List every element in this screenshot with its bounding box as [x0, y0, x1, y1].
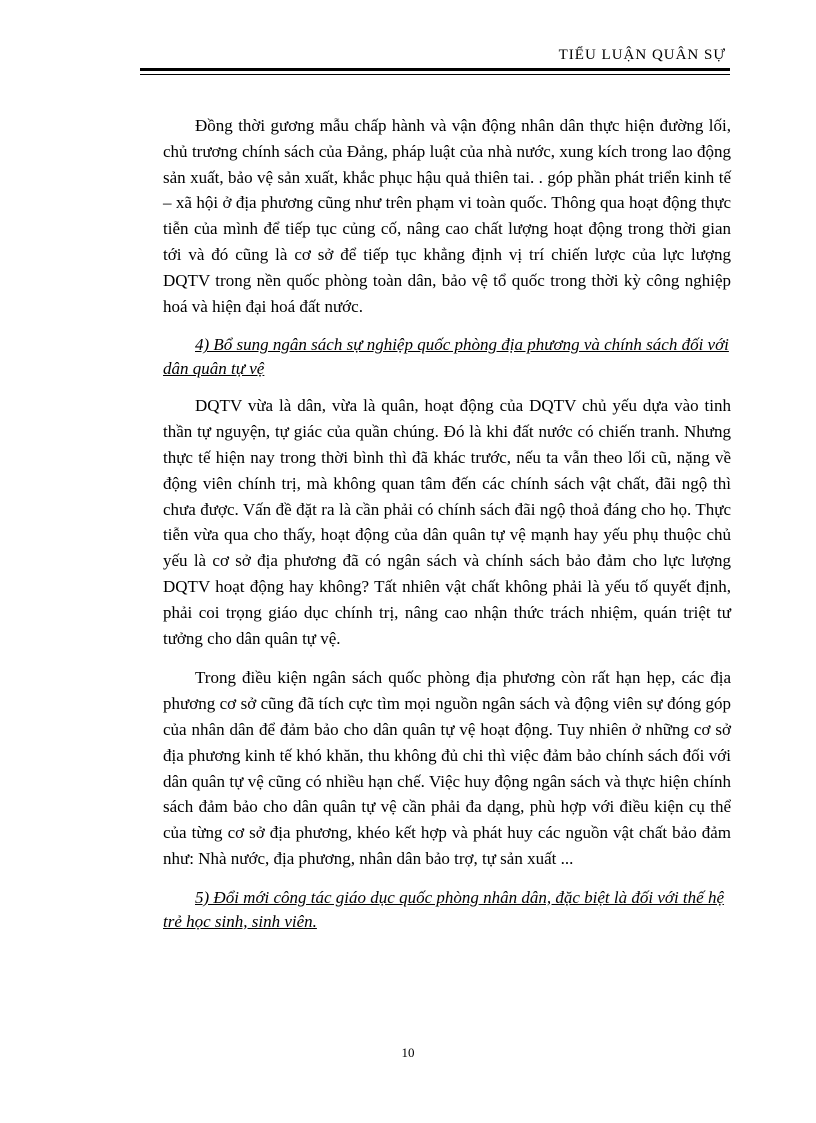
page-number: 10 [401, 1045, 415, 1060]
paragraph-3: Trong điều kiện ngân sách quốc phòng địa phương còn rất hạn hẹp, các địa phương cơ sở cũng đã tích cực tìm mọi nguồn ngân sách và động viên sự đóng góp của nhân dân để đảm bảo cho dân quân tự vệ hoạt động. Tuy nhiên ở những cơ sở địa phương kinh tế khó khăn, thu không đủ chi thì việc đảm bảo chính sách đối với dân quân tự vệ cũng có nhiều hạn chế. Việc huy động ngân sách và thực hiện chính sách đảm bảo cho dân quân tự vệ cần phải đa dạng, phù hợp với điều kiện cụ thể của từng cơ sở địa phương, khéo kết hợp và phát huy các nguồn vật chất bảo đảm như: Nhà nước, địa phương, nhân dân bảo trợ, tự sản xuất ... [163, 668, 731, 868]
section-heading-4: 4) Bổ sung ngân sách sự nghiệp quốc phòng địa phương và chính sách đối với dân quân tự vệ [163, 335, 729, 379]
running-header-title: TIỂU LUẬN QUÂN SỰ [558, 47, 726, 63]
paragraph-2: DQTV vừa là dân, vừa là quân, hoạt động của DQTV chủ yếu dựa vào tinh thần tự nguyện, tự giác của quần chúng. Đó là khi đất nước có chiến tranh. Nhưng thực tế hiện nay trong thời bình thì đã khác trước, nếu ta vẫn theo lối cũ, nặng về động viên chính trị, mà không quan tâm đến các chính sách vật chất, đãi ngộ thì chưa được. Vấn đề đặt ra là cần phải có chính sách đãi ngộ thoả đáng cho họ. Thực tiễn vừa qua cho thấy, hoạt động của dân quân tự vệ mạnh hay yếu phụ thuộc chủ yếu là cơ sở địa phương đã có ngân sách và chính sách bảo đảm cho lực lượng DQTV hoạt động hay không? Tất nhiên vật chất không phải là yếu tố quyết định, phải coi trọng giáo dục chính trị, nâng cao nhận thức trách nhiệm, quán triệt tư tưởng cho dân quân tự vệ. [163, 396, 731, 648]
header-rule-thin [140, 74, 730, 75]
header-rule-thick [140, 68, 730, 71]
page-body [163, 113, 731, 946]
section-heading-5: 5) Đổi mới công tác giáo dục quốc phòng nhân dân, đặc biệt là đối với thế hệ trẻ học sinh, sinh viên. [163, 887, 725, 931]
paragraph-1: Đồng thời gương mẫu chấp hành và vận động nhân dân thực hiện đường lối, chủ trương chính sách của Đảng, pháp luật của nhà nước, xung kích trong lao động sản xuất, bảo vệ sản xuất, khắc phục hậu quả thiên tai. . góp phần phát triển kinh tế – xã hội ở địa phương cũng như trên phạm vi toàn quốc. Thông qua hoạt động thực tiễn của mình để tiếp tục củng cố, nâng cao chất lượng hoạt động trong thời gian tới và đó cũng là cơ sở để tiếp tục khẳng định vị trí chiến lược của lực lượng DQTV trong nền quốc phòng toàn dân, bảo vệ tổ quốc trong thời kỳ công nghiệp hoá và hiện đại hoá đất nước. [163, 116, 731, 316]
